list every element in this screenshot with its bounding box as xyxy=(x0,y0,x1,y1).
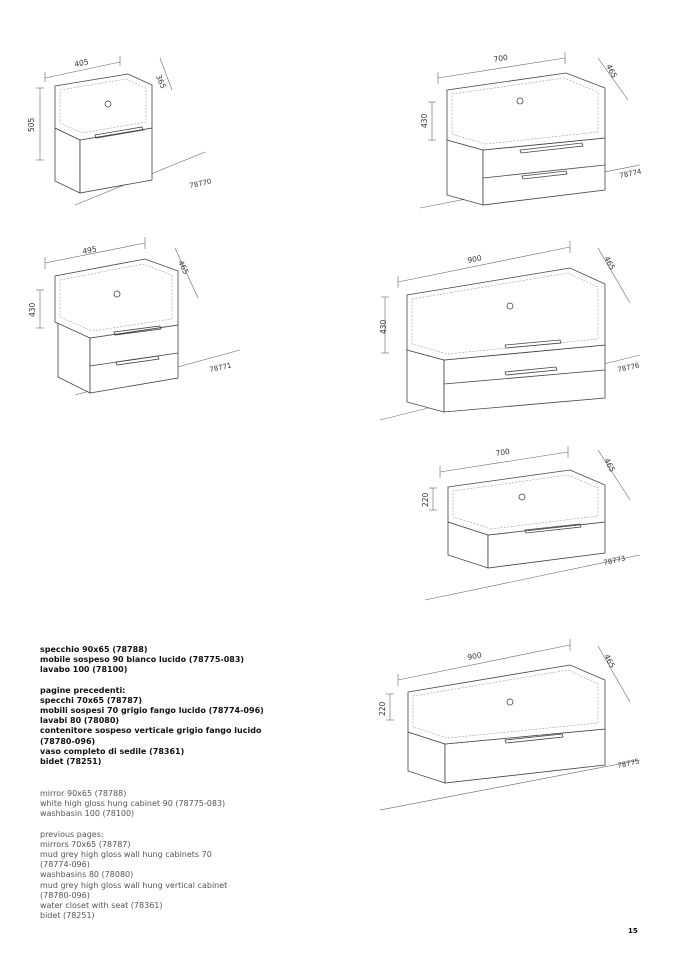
depth-label: 465 xyxy=(176,258,191,276)
italian-description xyxy=(40,645,264,767)
english-previous-line: (78780-096) xyxy=(40,890,90,900)
italian-line: mobile sospeso 90 bianco lucido (78775-083) xyxy=(40,655,245,665)
drawing-78775 xyxy=(378,639,640,810)
page-number: 15 xyxy=(628,927,638,935)
english-previous-heading: previous pages: xyxy=(40,829,104,839)
product-code: 78776 xyxy=(616,361,641,374)
product-code: 78773 xyxy=(602,554,627,567)
width-label: 900 xyxy=(466,253,483,265)
english-previous-line: mud grey high gloss wall hung cabinets 70 xyxy=(40,850,212,860)
product-code: 78770 xyxy=(188,177,213,190)
english-line: white high gloss hung cabinet 90 (78775-083) xyxy=(40,799,226,809)
italian-previous-line: lavabi 80 (78080) xyxy=(40,716,120,726)
height-label: 430 xyxy=(28,302,37,317)
english-previous-line: washbasins 80 (78080) xyxy=(40,870,134,880)
drawing-78771 xyxy=(28,237,240,395)
italian-line: specchio 90x65 (78788) xyxy=(40,645,148,654)
width-label: 900 xyxy=(466,650,483,662)
italian-previous-line: contenitore sospeso verticale grigio fango lucido xyxy=(40,726,262,736)
width-label: 405 xyxy=(73,57,90,69)
italian-previous-line: (78780-096) xyxy=(40,736,96,746)
depth-label: 465 xyxy=(602,652,617,670)
italian-previous-line: bidet (78251) xyxy=(40,757,102,767)
english-previous-line: mirrors 70x65 (78787) xyxy=(40,839,131,849)
width-label: 495 xyxy=(81,244,98,256)
italian-previous-line: mobili sospesi 70 grigio fango lucido (78774-096) xyxy=(40,706,264,716)
english-previous-line: mud grey high gloss wall hung vertical cabinet xyxy=(40,880,228,890)
drawing-78770 xyxy=(27,56,212,205)
height-label: 220 xyxy=(421,492,430,507)
english-previous-line: water closet with seat (78361) xyxy=(40,901,163,911)
width-label: 700 xyxy=(492,52,509,64)
depth-label: 465 xyxy=(602,456,617,474)
height-label: 220 xyxy=(378,701,387,716)
italian-previous-heading: pagine precedenti: xyxy=(40,685,126,695)
english-line: mirror 90x65 (78788) xyxy=(40,789,127,798)
drawing-78776 xyxy=(379,241,641,420)
depth-label: 365 xyxy=(154,73,168,91)
product-code: 78771 xyxy=(208,361,233,374)
product-code: 78775 xyxy=(616,757,641,770)
italian-previous-line: vaso completo di sedile (78361) xyxy=(40,746,185,756)
english-line: washbasin 100 (78100) xyxy=(40,809,135,819)
english-description xyxy=(40,789,227,921)
english-previous-line: bidet (78251) xyxy=(40,911,95,921)
depth-label: 465 xyxy=(602,254,617,272)
depth-label: 465 xyxy=(604,62,619,80)
italian-previous-line: specchi 70x65 (78787) xyxy=(40,695,142,705)
height-label: 430 xyxy=(420,113,429,128)
height-label: 430 xyxy=(379,319,388,334)
italian-line: lavabo 100 (78100) xyxy=(40,665,128,675)
drawing-78773 xyxy=(421,446,640,600)
height-label: 505 xyxy=(27,117,36,132)
width-label: 700 xyxy=(494,446,511,458)
english-previous-line: (78774-096) xyxy=(40,860,90,870)
drawing-78774 xyxy=(420,52,643,208)
product-code: 78774 xyxy=(618,167,643,180)
